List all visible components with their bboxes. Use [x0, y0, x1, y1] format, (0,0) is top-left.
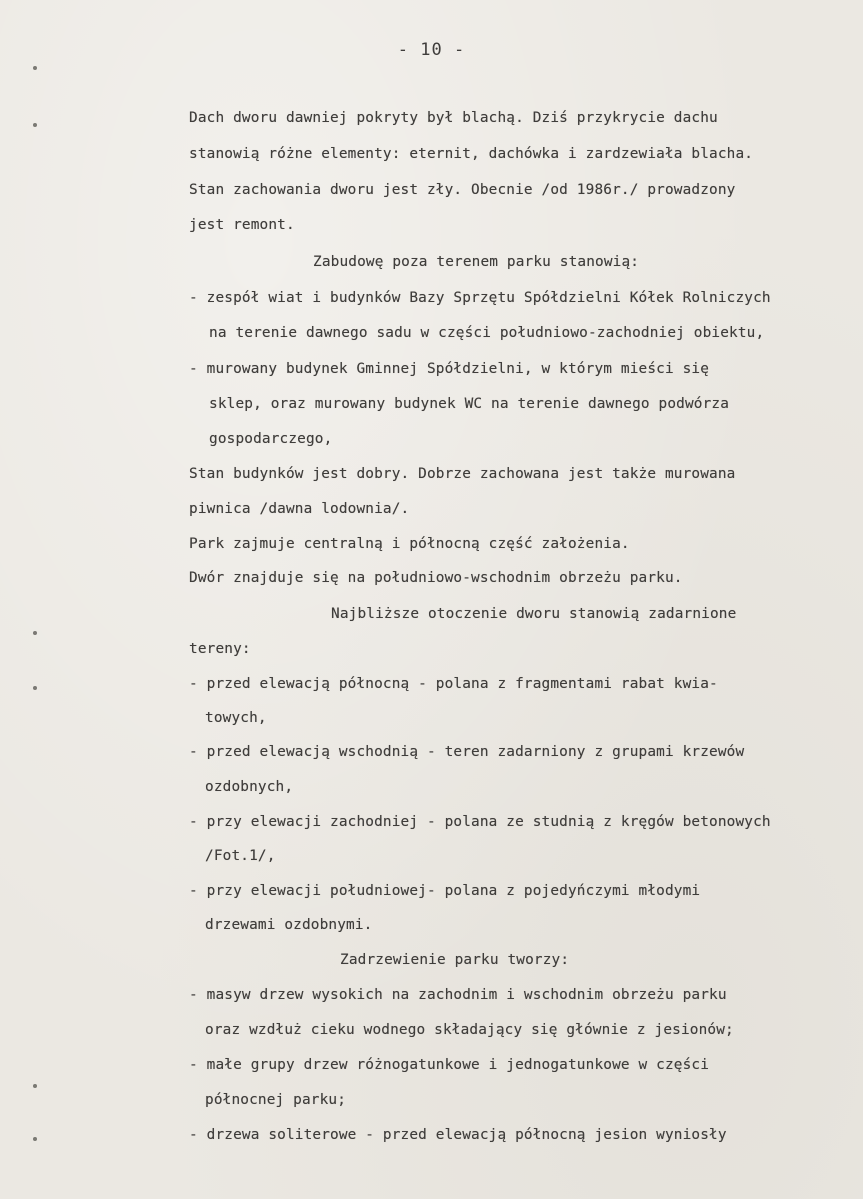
text-line: - masyw drzew wysokich na zachodnim i wschodnim obrzeżu parku	[189, 987, 727, 1003]
text-line: na terenie dawnego sadu w części południowo-zachodniej obiektu,	[209, 325, 765, 341]
punch-mark	[33, 1137, 37, 1141]
text-line: stanowią różne elementy: eternit, dachówka i zardzewiała blacha.	[189, 146, 754, 162]
text-line: towych,	[205, 710, 267, 726]
text-line: - przed elewacją wschodnią - teren zadarniony z grupami krzewów	[189, 744, 745, 760]
text-line: Dwór znajduje się na południowo-wschodnim obrzeżu parku.	[189, 570, 683, 586]
text-line: - przy elewacji zachodniej - polana ze studnią z kręgów betonowych	[189, 814, 771, 830]
punch-mark	[33, 123, 37, 127]
text-line: Stan zachowania dworu jest zły. Obecnie /od 1986r./ prowadzony	[189, 182, 736, 198]
section-heading: Zabudowę poza terenem parku stanowią:	[313, 254, 640, 270]
text-line: gospodarczego,	[209, 431, 333, 447]
section-heading: Najbliższe otoczenie dworu stanowią zadarnione	[331, 606, 737, 622]
page-number: - 10 -	[397, 40, 466, 60]
text-line: ozdobnych,	[205, 779, 294, 795]
text-line: Park zajmuje centralną i północną część założenia.	[189, 536, 630, 552]
text-line: - przy elewacji południowej- polana z pojedyńczymi młodymi	[189, 883, 701, 899]
text-line: Dach dworu dawniej pokryty był blachą. Dziś przykrycie dachu	[189, 110, 718, 126]
text-line: - zespół wiat i budynków Bazy Sprzętu Spółdzielni Kółek Rolniczych	[189, 290, 771, 306]
punch-mark	[33, 66, 37, 70]
punch-mark	[33, 686, 37, 690]
text-line: oraz wzdłuż cieku wodnego składający się głównie z jesionów;	[205, 1022, 734, 1038]
punch-mark	[33, 1084, 37, 1088]
text-line: północnej parku;	[205, 1092, 347, 1108]
text-line: drzewami ozdobnymi.	[205, 917, 373, 933]
text-line: - przed elewacją północną - polana z fragmentami rabat kwia-	[189, 676, 718, 692]
text-line: - małe grupy drzew różnogatunkowe i jednogatunkowe w części	[189, 1057, 710, 1073]
text-line: piwnica /dawna lodownia/.	[189, 501, 410, 517]
punch-mark	[33, 631, 37, 635]
text-line: Stan budynków jest dobry. Dobrze zachowana jest także murowana	[189, 466, 736, 482]
text-line: jest remont.	[189, 217, 295, 233]
text-line: tereny:	[189, 641, 251, 657]
text-line: - murowany budynek Gminnej Spółdzielni, w którym mieści się	[189, 361, 710, 377]
text-line: - drzewa soliterowe - przed elewacją północną jesion wyniosły	[189, 1127, 727, 1143]
section-heading: Zadrzewienie parku tworzy:	[340, 952, 570, 968]
text-line: /Fot.1/,	[205, 848, 276, 864]
text-line: sklep, oraz murowany budynek WC na terenie dawnego podwórza	[209, 396, 730, 412]
